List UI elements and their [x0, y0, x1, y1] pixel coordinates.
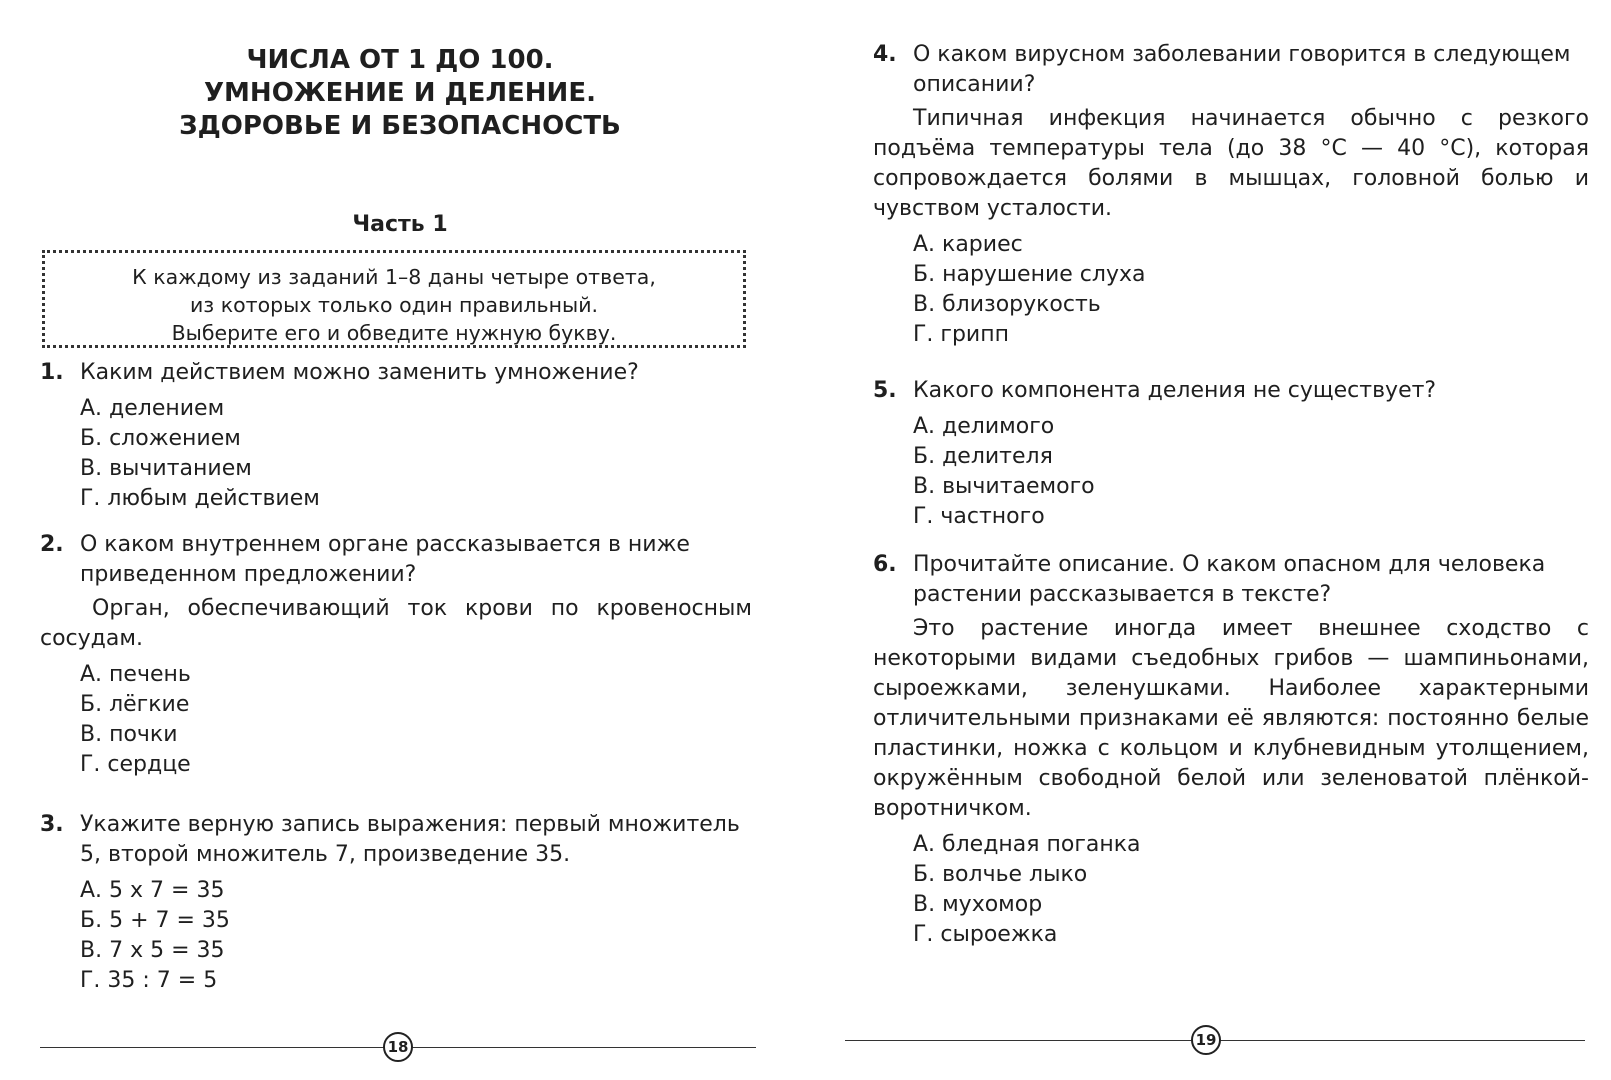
question-6: [873, 550, 1589, 950]
page-number: 18: [383, 1032, 413, 1062]
answer-option-b[interactable]: Б. нарушение слуха: [913, 262, 1146, 287]
question-text: Какого компонента деления не существует?: [913, 378, 1437, 403]
question-number: 4.: [873, 42, 897, 67]
question-number: 2.: [40, 532, 64, 557]
question-number: 1.: [40, 360, 64, 385]
answer-option-b[interactable]: Б. лёгкие: [80, 692, 190, 717]
page-number: 19: [1191, 1025, 1221, 1055]
instruction-line-3: Выберите его и обведите нужную букву.: [171, 321, 617, 345]
question-text: Каким действием можно заменить умножение?: [80, 360, 639, 385]
question-text: О каком внутреннем органе рассказывается в ниже приведенном предложении?: [80, 532, 690, 587]
instruction-box: [42, 250, 746, 348]
question-passage: Это растение иногда имеет внешнее сходство с некоторыми видами съедобных грибов — шампиньонами, сыроежками, зеленушками. Наиболее характерными отличительными признаками её являются: постоянно белые пластинки, ножка с кольцом и клубневидным утолщением, окружённым свободной белой или зеленоватой плёнкой-воротничком.: [873, 616, 1589, 821]
answer-options: [873, 230, 1589, 350]
answer-option-a[interactable]: А. делимого: [913, 414, 1055, 439]
answer-option-c[interactable]: В. вычитаемого: [913, 474, 1095, 499]
question-text: Прочитайте описание. О каком опасном для человека растении рассказывается в тексте?: [913, 552, 1546, 607]
answer-option-a[interactable]: А. кариес: [913, 232, 1023, 257]
answer-options: [40, 876, 752, 996]
answer-option-c[interactable]: В. почки: [80, 722, 178, 747]
question-2: [40, 530, 752, 780]
title-line-1: ЧИСЛА ОТ 1 ДО 100.: [246, 45, 554, 75]
question-4: [873, 40, 1589, 350]
answer-option-a[interactable]: А. печень: [80, 662, 191, 687]
answer-option-c[interactable]: В. вычитанием: [80, 456, 252, 481]
question-5: [873, 376, 1589, 532]
answer-option-a[interactable]: А. делением: [80, 396, 225, 421]
right-page: [805, 0, 1611, 1080]
answer-options: [873, 412, 1589, 532]
answer-option-d[interactable]: Г. сыроежка: [913, 922, 1058, 947]
instruction-line-1: К каждому из заданий 1–8 даны четыре ответа,: [132, 265, 656, 289]
title-line-2: УМНОЖЕНИЕ И ДЕЛЕНИЕ.: [204, 78, 596, 108]
question-text: О каком вирусном заболевании говорится в следующем описании?: [913, 42, 1571, 97]
answer-options: [40, 394, 752, 514]
answer-option-b[interactable]: Б. волчье лыко: [913, 862, 1088, 887]
answer-options: [873, 830, 1589, 950]
answer-option-c[interactable]: В. близорукость: [913, 292, 1101, 317]
answer-option-c[interactable]: В. 7 х 5 = 35: [80, 938, 225, 963]
part-heading: Часть 1: [352, 212, 448, 237]
answer-option-d[interactable]: Г. грипп: [913, 322, 1009, 347]
answer-option-b[interactable]: Б. 5 + 7 = 35: [80, 908, 230, 933]
answer-option-d[interactable]: Г. сердце: [80, 752, 191, 777]
title-line-3: ЗДОРОВЬЕ И БЕЗОПАСНОСТЬ: [179, 111, 621, 141]
answer-option-d[interactable]: Г. 35 : 7 = 5: [80, 968, 218, 993]
question-number: 6.: [873, 552, 897, 577]
question-1: [40, 358, 752, 514]
answer-option-a[interactable]: А. 5 х 7 = 35: [80, 878, 225, 903]
answer-options: [40, 660, 752, 780]
answer-option-d[interactable]: Г. частного: [913, 504, 1045, 529]
question-3: [40, 810, 752, 996]
question-number: 5.: [873, 378, 897, 403]
question-text: Укажите верную запись выражения: первый множитель 5, второй множитель 7, произведение 35.: [80, 812, 740, 867]
answer-option-c[interactable]: В. мухомор: [913, 892, 1043, 917]
answer-option-b[interactable]: Б. сложением: [80, 426, 241, 451]
page-title: [40, 44, 760, 143]
answer-option-b[interactable]: Б. делителя: [913, 444, 1053, 469]
question-passage: Типичная инфекция начинается обычно с резкого подъёма температуры тела (до 38 °С — 40 °С), которая сопровождается болями в мышцах, головной болью и чувством усталости.: [873, 106, 1589, 221]
instruction-line-2: из которых только один правильный.: [189, 293, 599, 317]
question-number: 3.: [40, 812, 64, 837]
answer-option-d[interactable]: Г. любым действием: [80, 486, 320, 511]
question-passage: Орган, обеспечивающий ток крови по кровеносным сосудам.: [40, 596, 752, 651]
answer-option-a[interactable]: А. бледная поганка: [913, 832, 1141, 857]
left-page: [0, 0, 800, 1080]
